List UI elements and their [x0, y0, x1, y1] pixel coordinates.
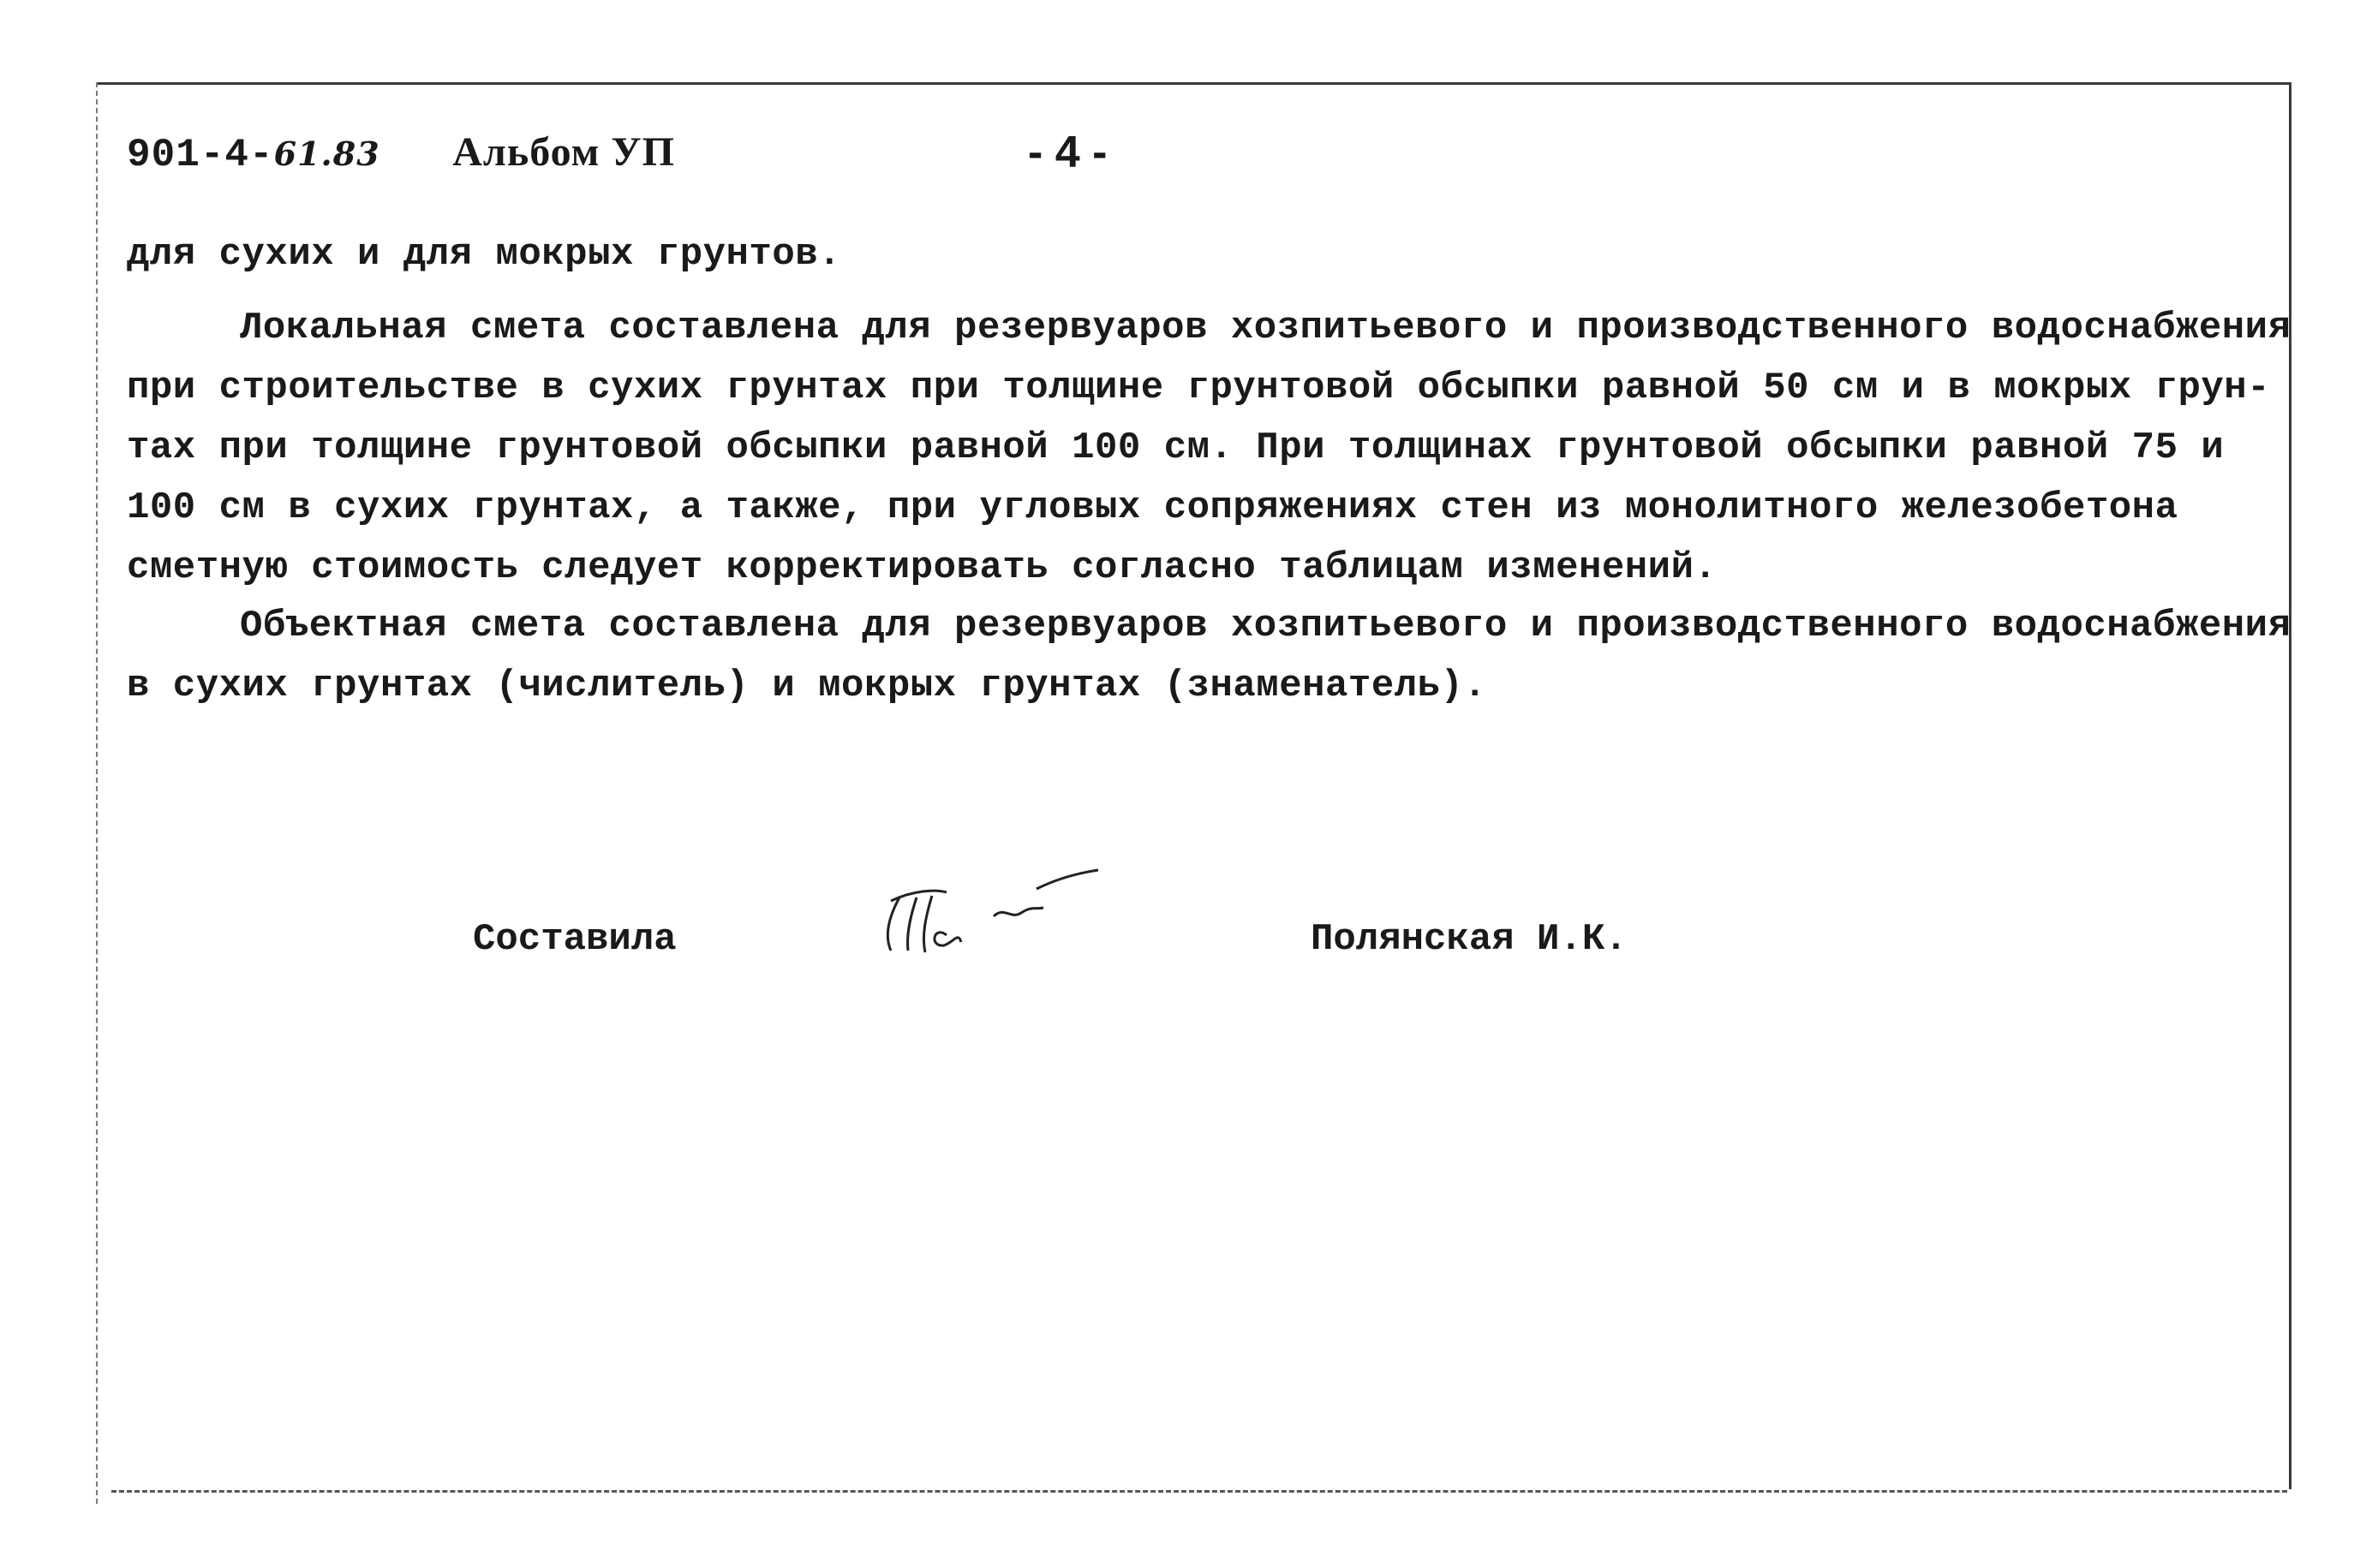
signatory-name: Полянская И.К.	[1311, 918, 1628, 961]
text-line: Локальная смета составлена для резервуаров хозпитьевого и производственного водоснабжения	[240, 307, 2291, 349]
page-frame-left-border	[96, 82, 98, 1504]
signature-label: Составила	[473, 918, 677, 961]
continuation-line	[127, 224, 2277, 284]
paragraph-object-estimate	[127, 596, 2291, 716]
text-line: 100 см в сухих грунтах, а также, при угловых сопряжениях стен из монолитного железобетона	[127, 486, 2178, 529]
text-line: для сухих и для мокрых грунтов.	[127, 233, 842, 276]
text-line: в сухих грунтах (числитель) и мокрых грунтах (знаменатель).	[127, 665, 1487, 707]
text-line: сметную стоимость следует корректировать согласно таблицам изменений.	[127, 546, 1718, 589]
paragraph-local-estimate	[127, 298, 2291, 598]
text-line: тах при толщине грунтовой обсыпки равной 100 см. При толщинах грунтовой обсыпки равной 75 и	[127, 426, 2225, 469]
document-code-handwritten: 61.83	[273, 134, 380, 173]
page-frame	[96, 82, 2291, 1489]
album-label: Альбом УП	[452, 129, 675, 175]
page-frame-bottom-border	[111, 1490, 2287, 1493]
handwritten-signature	[865, 856, 1114, 968]
text-line: при строительстве в сухих грунтах при толщине грунтовой обсыпки равной 50 см и в мокрых грун-	[127, 367, 2271, 409]
document-header	[127, 128, 675, 177]
page-number: - 4 -	[1028, 128, 1108, 177]
document-code: 901-4-	[127, 133, 274, 177]
text-line: Объектная смета составлена для резервуаров хозпитьевого и производственного водоснабжения	[240, 605, 2291, 647]
